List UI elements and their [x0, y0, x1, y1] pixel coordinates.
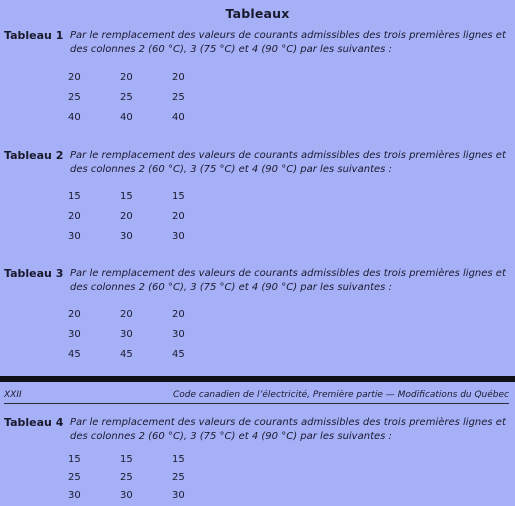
- table-1-description: Par le remplacement des valeurs de courants admissibles des trois premières lignes et des colonnes 2 (60 °C), 3 (75 °C) et 4 (90 °C) par les suivantes :: [70, 30, 506, 55]
- table-cell: 20: [68, 72, 81, 83]
- running-header: [4, 388, 509, 402]
- table-cell: 30: [172, 231, 185, 242]
- table-1-block: [4, 29, 509, 57]
- table-cell: 40: [120, 112, 133, 123]
- table-cell: 25: [172, 92, 185, 103]
- table-row: [68, 345, 224, 365]
- table-cell: 15: [172, 191, 185, 202]
- table-cell: 20: [68, 309, 81, 320]
- table-cell: 15: [120, 454, 133, 465]
- table-2-block: [4, 149, 509, 177]
- table-cell: 40: [68, 112, 81, 123]
- table-cell: 20: [120, 72, 133, 83]
- table-row: [68, 88, 224, 108]
- table-row: [68, 469, 224, 487]
- table-cell: 30: [172, 329, 185, 340]
- table-cell: 20: [68, 211, 81, 222]
- table-cell: 20: [172, 309, 185, 320]
- table-cell: 15: [172, 454, 185, 465]
- table-row: [68, 325, 224, 345]
- table-cell: 20: [172, 211, 185, 222]
- table-cell: 30: [68, 231, 81, 242]
- table-3-values: [68, 305, 224, 365]
- table-row: [68, 451, 224, 469]
- table-row: [68, 305, 224, 325]
- table-cell: 20: [120, 309, 133, 320]
- table-cell: 30: [68, 490, 81, 501]
- table-cell: 30: [68, 329, 81, 340]
- table-1-values: [68, 68, 224, 128]
- table-cell: 45: [172, 349, 185, 360]
- page-title: Tableaux: [225, 6, 290, 21]
- table-cell: 45: [68, 349, 81, 360]
- table-cell: 15: [68, 454, 81, 465]
- table-cell: 45: [120, 349, 133, 360]
- table-2-description: Par le remplacement des valeurs de courants admissibles des trois premières lignes et des colonnes 2 (60 °C), 3 (75 °C) et 4 (90 °C) par les suivantes :: [70, 150, 506, 175]
- page-number: XXII: [4, 390, 22, 400]
- table-4-description: Par le remplacement des valeurs de courants admissibles des trois premières lignes et des colonnes 2 (60 °C), 3 (75 °C) et 4 (90 °C) par les suivantes :: [70, 417, 506, 442]
- table-cell: 40: [172, 112, 185, 123]
- table-row: [68, 227, 224, 247]
- table-cell: 30: [172, 490, 185, 501]
- document-title: Code canadien de l’électricité, Première partie — Modifications du Québec: [173, 390, 509, 400]
- table-row: [68, 68, 224, 88]
- table-cell: 30: [120, 490, 133, 501]
- table-cell: 15: [68, 191, 81, 202]
- table-cell: 25: [120, 92, 133, 103]
- table-cell: 25: [172, 472, 185, 483]
- table-cell: 25: [68, 472, 81, 483]
- table-2-values: [68, 187, 224, 247]
- table-cell: 20: [172, 72, 185, 83]
- table-3-description: Par le remplacement des valeurs de courants admissibles des trois premières lignes et des colonnes 2 (60 °C), 3 (75 °C) et 4 (90 °C) par les suivantes :: [70, 268, 506, 293]
- table-3-label: Tableau 3: [4, 267, 64, 280]
- table-cell: 30: [120, 231, 133, 242]
- table-row: [68, 487, 224, 505]
- table-cell: 25: [68, 92, 81, 103]
- table-2-label: Tableau 2: [4, 149, 64, 162]
- table-cell: 20: [120, 211, 133, 222]
- table-1-label: Tableau 1: [4, 29, 64, 42]
- table-cell: 30: [120, 329, 133, 340]
- table-row: [68, 108, 224, 128]
- table-4-values: [68, 451, 224, 505]
- table-3-block: [4, 267, 509, 295]
- header-rule: [4, 403, 509, 404]
- table-4-label: Tableau 4: [4, 416, 64, 429]
- table-cell: 15: [120, 191, 133, 202]
- table-row: [68, 207, 224, 227]
- table-row: [68, 187, 224, 207]
- table-4-block: [4, 416, 509, 444]
- table-cell: 25: [120, 472, 133, 483]
